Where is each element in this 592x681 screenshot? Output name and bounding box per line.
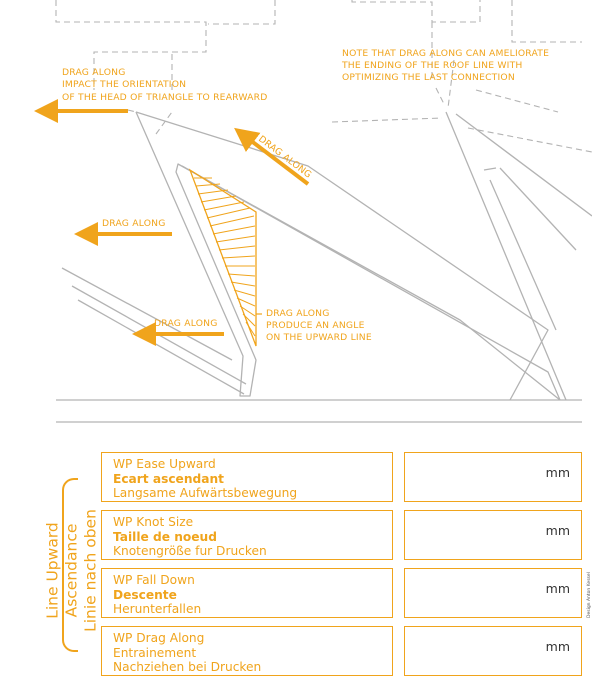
param-label-knot-size (101, 510, 393, 560)
side-label-en: Line Upward (43, 522, 62, 619)
param-value-fall-down[interactable] (404, 568, 582, 618)
unit-label: mm (545, 639, 570, 654)
param-name-fr: Descente (113, 587, 177, 602)
param-value-ease-upward[interactable] (404, 452, 582, 502)
param-name-de: Langsame Aufwärtsbewegung (113, 486, 298, 500)
design-credit: Design Anton Kessel (587, 572, 592, 618)
side-bracket (62, 478, 78, 652)
annotation-diagonal: DRAG ALONG (256, 133, 314, 181)
param-name-fr: Ecart ascendant (113, 471, 224, 486)
param-label-fall-down (101, 568, 393, 618)
annotation-top-left: DRAG ALONG IMPACT THE ORIENTATION OF THE HEAD OF TRIANGLE TO REARWARD (62, 67, 268, 103)
param-name-de: Knotengröße fur Drucken (113, 544, 267, 558)
side-label-de: Linie nach oben (81, 509, 100, 632)
param-name-fr: Taille de noeud (113, 529, 217, 544)
unit-label: mm (545, 581, 570, 596)
triangle-structure (56, 112, 592, 422)
param-value-knot-size[interactable] (404, 510, 582, 560)
annotation-lower-left: DRAG ALONG (154, 318, 218, 329)
param-name-de: Herunterfallen (113, 602, 202, 616)
param-name-fr: Entrainement (113, 645, 197, 660)
unit-label: mm (545, 465, 570, 480)
annotation-angle-note: DRAG ALONG PRODUCE AN ANGLE ON THE UPWARD LINE (266, 308, 372, 343)
param-name-en: WP Drag Along (113, 631, 205, 645)
annotation-middle-left: DRAG ALONG (102, 218, 166, 229)
param-name-en: WP Ease Upward (113, 457, 216, 471)
param-label-drag-along (101, 626, 393, 676)
annotation-top-right: NOTE THAT DRAG ALONG CAN AMELIORATE THE ENDING OF THE ROOF LINE WITH OPTIMIZING THE LAST CONNECTION (342, 48, 550, 83)
param-name-en: WP Fall Down (113, 573, 195, 587)
side-label-fr: Ascendance (62, 523, 81, 618)
param-name-en: WP Knot Size (113, 515, 194, 529)
param-value-drag-along[interactable] (404, 626, 582, 676)
param-label-ease-upward (101, 452, 393, 502)
unit-label: mm (545, 523, 570, 538)
param-name-de: Nachziehen bei Drucken (113, 660, 262, 674)
